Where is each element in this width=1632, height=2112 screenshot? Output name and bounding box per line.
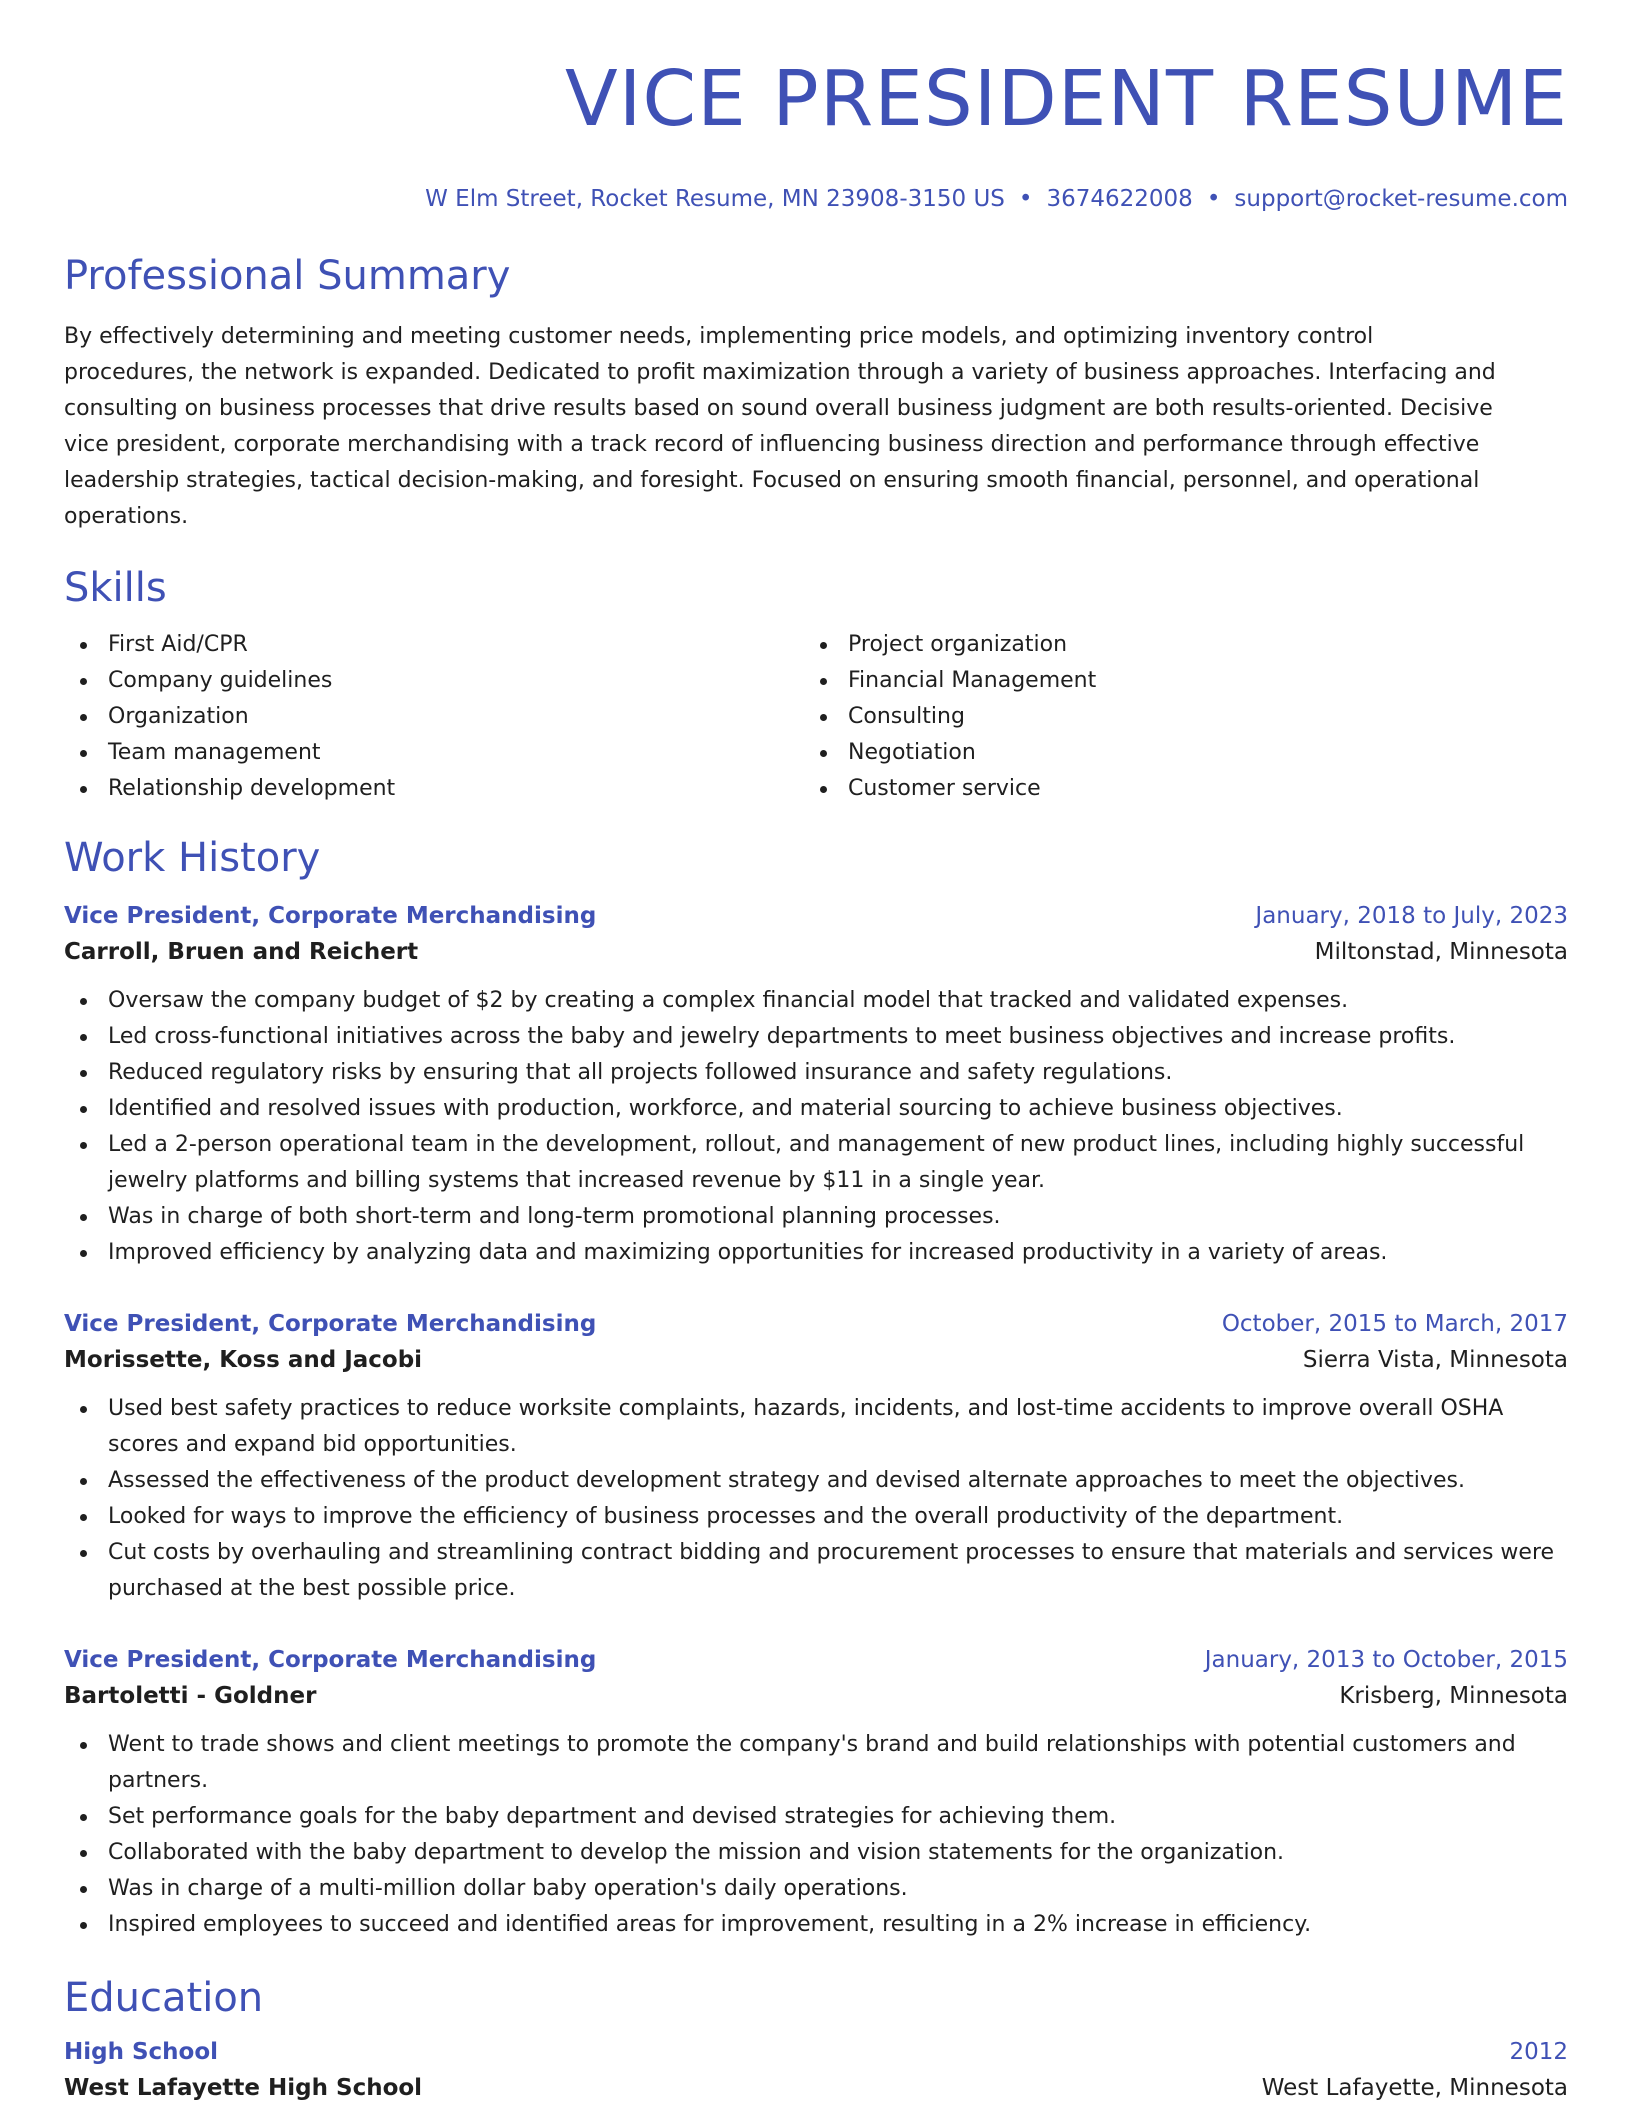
job-header-row <box>64 1643 1568 1677</box>
work-history-section <box>64 833 1568 1943</box>
education-heading: Education <box>64 1975 264 2021</box>
job-bullet: Improved efficiency by analyzing data and maximizing opportunities for increased productivity in a variety of areas. <box>64 1235 1558 1271</box>
summary-text: By effectively determining and meeting customer needs, implementing price models, and optimizing inventory control procedures, the network is expanded. Dedicated to profit maximization through a variety of business approaches. Interfacing and consulting on business processes that drive results based on sound overall business judgment are both results-oriented. Decisive vice president, corporate merchandising with a track record of influencing business direction and performance through effective leadership strategies, tactical decision-making, and foresight. Focused on ensuring smooth financial, personnel, and operational operations. <box>64 324 1496 529</box>
job-bullet: Assessed the effectiveness of the product development strategy and devised alternate approaches to meet the objectives. <box>64 1463 1558 1499</box>
job-company-row <box>64 1341 1568 1379</box>
skills-section <box>64 563 1568 807</box>
skills-list-right <box>804 627 1544 807</box>
contact-line <box>64 184 1568 214</box>
contact-separator: • <box>1018 186 1033 212</box>
summary-heading: Professional Summary <box>64 253 511 299</box>
job-bullet: Looked for ways to improve the efficiency of business processes and the overall productivity of the department. <box>64 1499 1558 1535</box>
job-header-row <box>64 1307 1568 1341</box>
job-bullet: Led cross-functional initiatives across the baby and jewelry departments to meet business objectives and increase profits. <box>64 1019 1558 1055</box>
contact-separator: • <box>1206 186 1221 212</box>
skill-item: Project organization <box>804 627 1544 663</box>
job-dates: October, 2015 to March, 2017 <box>1221 1311 1568 1337</box>
job-entry <box>64 899 1568 1271</box>
education-header-row <box>64 2035 1568 2069</box>
job-role: Vice President, Corporate Merchandising <box>64 1647 597 1673</box>
work-history-heading: Work History <box>64 835 321 881</box>
job-entry <box>64 1643 1568 1943</box>
skill-item: Organization <box>64 699 804 735</box>
job-role: Vice President, Corporate Merchandising <box>64 1311 597 1337</box>
job-bullet: Went to trade shows and client meetings to promote the company's brand and build relationships with potential customers and partners. <box>64 1727 1558 1799</box>
contact-phone: 3674622008 <box>1046 186 1193 212</box>
skill-item: Relationship development <box>64 771 804 807</box>
education-degree: High School <box>64 2039 219 2065</box>
job-bullet: Led a 2-person operational team in the development, rollout, and management of new product lines, including highly successful jewelry platforms and billing systems that increased revenue by $11 in a single year. <box>64 1127 1558 1199</box>
skill-item: Company guidelines <box>64 663 804 699</box>
job-bullet: Oversaw the company budget of $2 by creating a complex financial model that tracked and validated expenses. <box>64 983 1558 1019</box>
education-year: 2012 <box>1509 2039 1568 2065</box>
job-company: Bartoletti - Goldner <box>64 1683 317 1709</box>
job-location: Sierra Vista, Minnesota <box>1302 1347 1568 1373</box>
job-bullets <box>64 1727 1568 1943</box>
job-header-row <box>64 899 1568 933</box>
contact-address: W Elm Street, Rocket Resume, MN 23908-3150 US <box>425 186 1005 212</box>
skills-columns <box>64 627 1568 807</box>
job-bullet: Inspired employees to succeed and identified areas for improvement, resulting in a 2% increase in efficiency. <box>64 1907 1558 1943</box>
job-bullet: Was in charge of both short-term and long-term promotional planning processes. <box>64 1199 1558 1235</box>
job-bullet: Collaborated with the baby department to develop the mission and vision statements for the organization. <box>64 1835 1558 1871</box>
education-school-row <box>64 2069 1568 2107</box>
education-entry <box>64 2035 1568 2107</box>
job-bullets <box>64 1391 1568 1607</box>
resume-title: VICE PRESIDENT RESUME <box>565 55 1568 144</box>
education-school: West Lafayette High School <box>64 2075 423 2101</box>
job-dates: January, 2013 to October, 2015 <box>1204 1647 1568 1673</box>
skill-item: First Aid/CPR <box>64 627 804 663</box>
job-company-row <box>64 1677 1568 1715</box>
skill-item: Financial Management <box>804 663 1544 699</box>
skills-list-left <box>64 627 804 807</box>
education-location: West Lafayette, Minnesota <box>1261 2075 1568 2101</box>
education-section <box>64 1973 1568 2107</box>
skill-item: Customer service <box>804 771 1544 807</box>
contact-email[interactable]: support@rocket-resume.com <box>1234 186 1568 212</box>
job-company: Carroll, Bruen and Reichert <box>64 939 419 965</box>
job-dates: January, 2018 to July, 2023 <box>1255 903 1568 929</box>
job-bullets <box>64 983 1568 1271</box>
summary-section <box>64 251 1568 535</box>
job-role: Vice President, Corporate Merchandising <box>64 903 597 929</box>
job-bullet: Reduced regulatory risks by ensuring that all projects followed insurance and safety regulations. <box>64 1055 1558 1091</box>
job-bullet: Identified and resolved issues with production, workforce, and material sourcing to achieve business objectives. <box>64 1091 1558 1127</box>
job-bullet: Used best safety practices to reduce worksite complaints, hazards, incidents, and lost-time accidents to improve overall OSHA scores and expand bid opportunities. <box>64 1391 1558 1463</box>
job-company: Morissette, Koss and Jacobi <box>64 1347 423 1373</box>
job-bullet: Cut costs by overhauling and streamlining contract bidding and procurement processes to ensure that materials and services were purchased at the best possible price. <box>64 1535 1558 1607</box>
skills-heading: Skills <box>64 565 167 611</box>
resume-header <box>64 0 1568 214</box>
skill-item: Consulting <box>804 699 1544 735</box>
job-bullet: Was in charge of a multi-million dollar baby operation's daily operations. <box>64 1871 1558 1907</box>
skill-item: Negotiation <box>804 735 1544 771</box>
job-entry <box>64 1307 1568 1607</box>
job-company-row <box>64 933 1568 971</box>
job-bullet: Set performance goals for the baby department and devised strategies for achieving them. <box>64 1799 1558 1835</box>
job-location: Krisberg, Minnesota <box>1339 1683 1568 1709</box>
job-location: Miltonstad, Minnesota <box>1314 939 1568 965</box>
skill-item: Team management <box>64 735 804 771</box>
